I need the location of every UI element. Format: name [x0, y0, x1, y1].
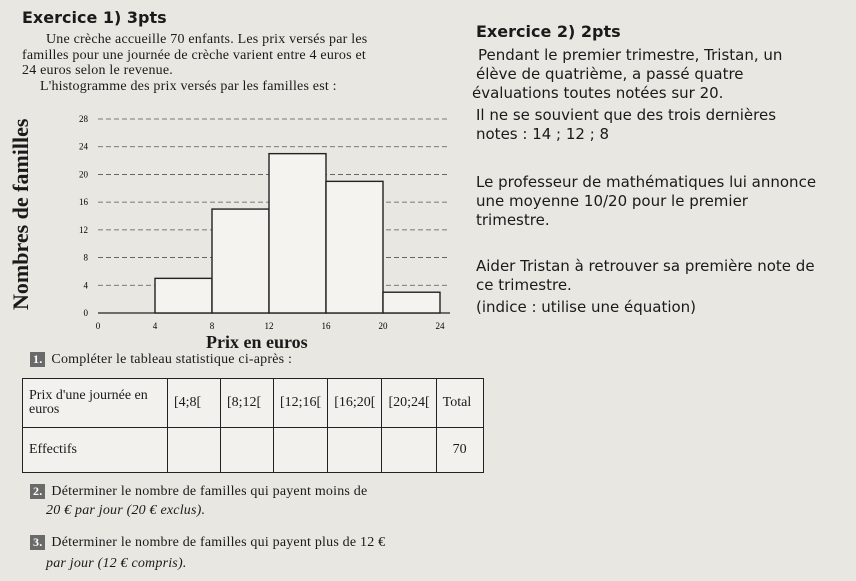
histogram-bar [212, 209, 269, 313]
ex2-line10: ce trimestre. [476, 276, 572, 294]
statistics-table [22, 378, 484, 473]
ex2-line6: Le professeur de mathématiques lui annonce [476, 173, 817, 191]
ex1-intro-line2: familles pour une journée de crèche varient entre 4 euros et [22, 48, 366, 63]
x-tick-label: 8 [209, 321, 215, 331]
ex1-intro-line4: L'histogramme des prix versés par les familles est : [40, 79, 337, 94]
table-header-row [23, 379, 484, 428]
question3-line1: Déterminer le nombre de familles qui payent plus de 12 € [51, 535, 386, 550]
question2 [30, 484, 367, 499]
question3-line2: par jour (12 € compris). [46, 556, 187, 571]
table-row-label: Effectifs [23, 428, 168, 473]
histogram-bar [155, 278, 212, 313]
question1 [30, 352, 292, 367]
x-tick-label: 24 [435, 321, 445, 331]
ex2-line8: trimestre. [476, 211, 550, 229]
histogram-bar [383, 292, 440, 313]
table-column-header: [16;20[ [328, 379, 382, 428]
ex2-line4: Il ne se souvient que des trois dernières [476, 106, 777, 124]
table-header-label: Prix d'une journée en euros [23, 379, 168, 428]
question1-text: Compléter le tableau statistique ci-après : [51, 352, 293, 367]
histogram-bar [326, 181, 383, 313]
histogram-chart [50, 105, 470, 345]
table-column-header: [12;16[ [274, 379, 328, 428]
question2-line2: 20 € par jour (20 € exclus). [46, 503, 206, 518]
table-column-header: Total [436, 379, 483, 428]
ex2-line11: (indice : utilise une équation) [476, 298, 697, 316]
x-tick-label: 20 [378, 321, 388, 331]
x-tick-label: 4 [152, 321, 158, 331]
table-cell-input[interactable] [168, 428, 221, 473]
question2-line1: Déterminer le nombre de familles qui payent moins de [51, 484, 368, 499]
question3 [30, 535, 385, 550]
table-column-header: [4;8[ [168, 379, 221, 428]
ex2-line7: une moyenne 10/20 pour le premier [476, 192, 748, 210]
table-total-value: 70 [436, 428, 483, 473]
table-cell-input[interactable] [382, 428, 436, 473]
table-cell-input[interactable] [221, 428, 274, 473]
table-cell-input[interactable] [274, 428, 328, 473]
ex1-intro-line1: Une crèche accueille 70 enfants. Les prix versés par les [46, 32, 368, 47]
question2-number: 2. [30, 484, 45, 499]
histogram-x-axis-title: Prix en euros [206, 332, 308, 352]
ex2-line5: notes : 14 ; 12 ; 8 [476, 125, 610, 143]
y-tick-label: 16 [79, 197, 88, 208]
y-tick-label: 20 [79, 169, 88, 180]
histogram-y-axis-title: Nombres de familles [8, 118, 33, 310]
table-column-header: [8;12[ [221, 379, 274, 428]
y-tick-label: 8 [83, 252, 88, 263]
ex2-line3: évaluations toutes notées sur 20. [472, 84, 724, 102]
ex2-line2: élève de quatrième, a passé quatre [476, 65, 744, 83]
y-tick-label: 24 [79, 141, 88, 152]
question1-number: 1. [30, 352, 45, 367]
table-cell-input[interactable] [328, 428, 382, 473]
x-tick-label: 16 [321, 321, 331, 331]
x-tick-label: 0 [95, 321, 101, 331]
y-tick-label: 4 [83, 280, 88, 291]
x-tick-label: 12 [264, 321, 274, 331]
y-tick-label: 12 [79, 224, 88, 235]
exercise2-title: Exercice 2) 2pts [476, 22, 621, 41]
question3-number: 3. [30, 535, 45, 550]
y-tick-label: 28 [79, 114, 88, 124]
table-effectifs-row [23, 428, 484, 473]
histogram-bar [269, 154, 326, 313]
y-tick-label: 0 [83, 308, 88, 318]
ex1-intro-line3: 24 euros selon le revenue. [22, 63, 173, 78]
exercise1-title: Exercice 1) 3pts [22, 8, 167, 27]
ex2-line9: Aider Tristan à retrouver sa première note de [476, 257, 815, 275]
ex2-line1: Pendant le premier trimestre, Tristan, un [478, 46, 783, 64]
table-column-header: [20;24[ [382, 379, 436, 428]
